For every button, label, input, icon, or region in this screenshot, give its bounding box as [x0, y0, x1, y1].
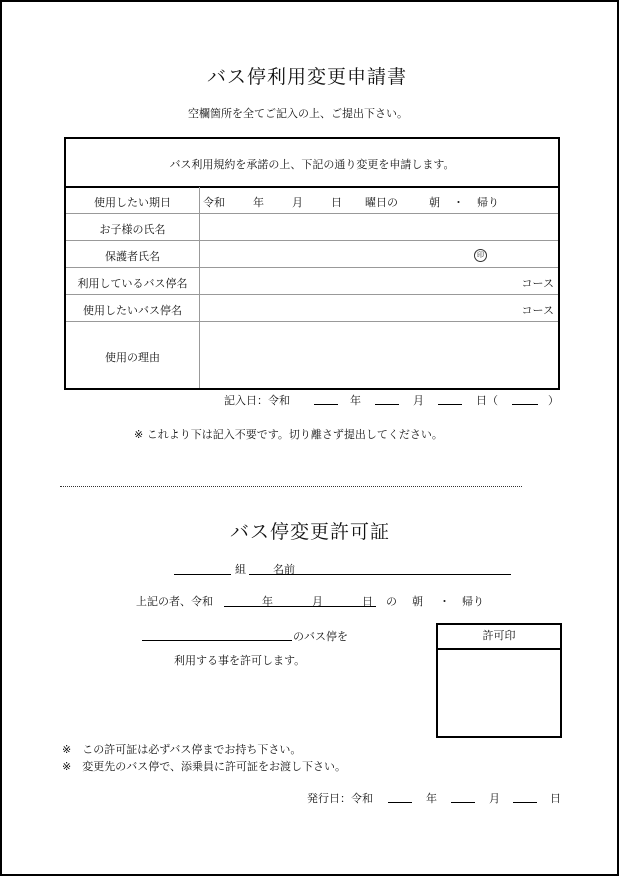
period-month: 月 — [292, 196, 303, 209]
period-return: 帰り — [477, 196, 499, 209]
permit-line1-day: 日 — [362, 595, 373, 608]
application-title: バス停利用変更申請書 — [207, 66, 408, 88]
permit-stamp-box — [436, 623, 562, 738]
permit-line1-prefix: 上記の者、令和 — [136, 595, 213, 608]
issue-date-year: 年 — [426, 792, 437, 805]
period-day: 日 — [331, 196, 342, 209]
permit-stamp-label: 許可印 — [438, 625, 560, 650]
seal-mark-icon: 印 — [474, 249, 487, 262]
cut-note: ※ これより下は記入不要です。切り離さず提出してください。 — [134, 428, 443, 441]
permit-line1-no: の — [386, 595, 397, 608]
period-era: 令和 — [203, 196, 225, 209]
period-year: 年 — [253, 196, 264, 209]
child-name-label: お子様の氏名 — [99, 223, 166, 236]
entry-date-year: 年 — [350, 394, 361, 407]
current-stop-label: 利用しているバス停名 — [77, 277, 188, 290]
reason-label: 使用の理由 — [105, 351, 160, 364]
permit-line1-morning: 朝 — [412, 595, 423, 608]
entry-date-label: 記入日：令和 — [224, 394, 290, 407]
permit-note-1: ※ この許可証は必ずバス停までお持ち下さい。 — [62, 743, 302, 756]
permit-title: バス停変更許可証 — [230, 521, 391, 543]
entry-date-close: ） — [548, 394, 559, 407]
permit-line1-year: 年 — [262, 595, 273, 608]
desired-stop-course: コース — [521, 304, 554, 317]
permit-name-label: 名前 — [273, 563, 295, 576]
entry-date-month: 月 — [413, 394, 424, 407]
permit-class-label: 組 — [235, 563, 246, 576]
application-table — [64, 137, 560, 390]
permit-note-2: ※ 変更先のバス停で、添乗員に許可証をお渡し下さい。 — [62, 760, 346, 773]
current-stop-course: コース — [521, 277, 554, 290]
issue-date-month: 月 — [489, 792, 500, 805]
issue-date-day: 日 — [550, 792, 561, 805]
permit-stop-suffix: のバス停を — [293, 630, 348, 643]
period-morning: 朝 — [429, 196, 440, 209]
permit-line1-dot: ・ — [439, 595, 450, 608]
cut-line — [60, 486, 522, 487]
period-dot: ・ — [453, 196, 464, 209]
permit-line1-return: 帰り — [462, 595, 484, 608]
permit-line1-month: 月 — [312, 595, 323, 608]
period-weekday: 曜日の — [365, 196, 398, 209]
issue-date-label: 発行日：令和 — [307, 792, 373, 805]
table-header: バス利用規約を承諾の上、下記の通り変更を申請します。 — [169, 158, 455, 171]
desired-stop-label: 使用したいバス停名 — [83, 304, 182, 317]
entry-date-day: 日（ — [476, 394, 498, 407]
permit-allow-text: 利用する事を許可します。 — [174, 654, 306, 667]
guardian-name-label: 保護者氏名 — [105, 250, 160, 263]
period-label: 使用したい期日 — [94, 196, 171, 209]
application-instruction: 空欄箇所を全てご記入の上、ご提出下さい。 — [188, 107, 408, 120]
